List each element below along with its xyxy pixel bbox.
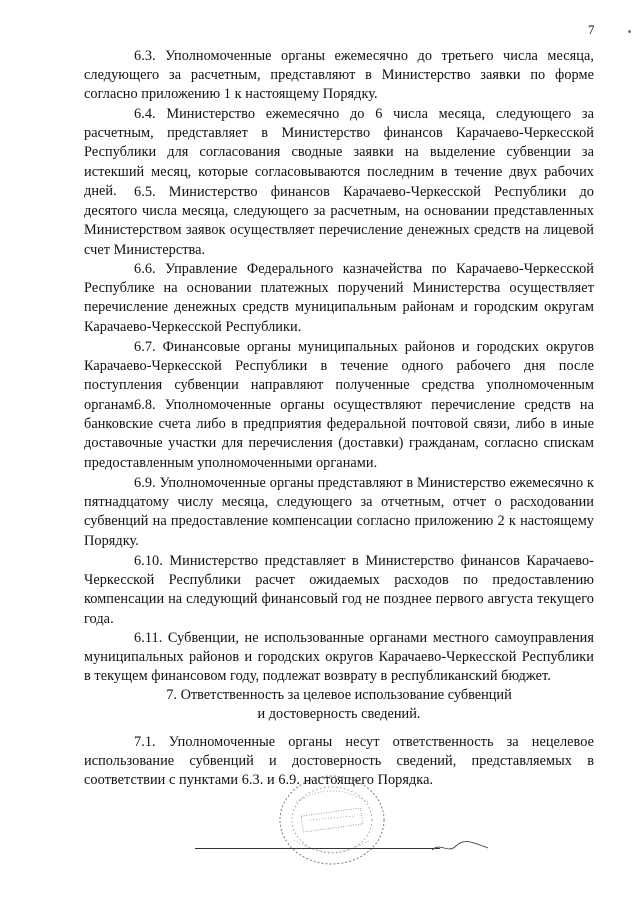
paragraph-6-8: 6.8. Уполномоченные органы осуществляют перечисление средств на банковские счета либо в предприятия федеральной почтовой связи, либо в иные доставочные участки для перечисления (доставки) гражданам, согласно спискам предоставленным уполномоченными органами. (84, 397, 594, 471)
scan-speck (628, 30, 631, 33)
paragraph-6-9: 6.9. Уполномоченные органы представляют в Министерство ежемесячно к пятнадцатому числу месяца, следующего за отчетным, отчет о расходовании субвенций на предоставление компенсации согласно приложению 2 к настоящему Порядку. (84, 475, 594, 549)
paragraph-6-11: 6.11. Субвенции, не использованные органами местного самоуправления муниципальных районов и городских округов Карачаево-Черкесской Республики в текущем финансовом году, подлежат возврату в республиканский бюджет. (84, 630, 594, 685)
paragraph-6-4: 6.4. Министерство ежемесячно до 6 числа месяца, следующего за расчетным, представляет в Министерство финансов Карачаево-Черкесской Республики для согласования сводные заявки на выделение субвенции за истекший месяц, которые согласовываются последним в течение двух рабочих дней. (84, 106, 594, 199)
official-stamp (276, 772, 388, 868)
paragraph-6-3: 6.3. Уполномоченные органы ежемесячно до третьего числа месяца, следующего за расчетным, представляют в Министерство заявки по форме согласно приложению 1 к настоящему Порядку. (84, 48, 594, 103)
section-7-heading-line-1: 7. Ответственность за целевое использование субвенций (166, 687, 512, 703)
page-number: 7 (588, 22, 595, 37)
section-7-heading-line-2: и достоверность сведений. (257, 706, 421, 722)
signature (430, 838, 490, 856)
paragraph-6-10: 6.10. Министерство представляет в Министерство финансов Карачаево-Черкесской Республики расчет ожидаемых расходов по предоставлению компенсации на следующий финансовый год не позднее первого августа текущего года. (84, 553, 594, 627)
paragraph-7-1: 7.1. Уполномоченные органы несут ответственность за нецелевое использование субвенций и достоверность сведений, представляемых в соответствии с пунктами 6.3. и 6.9. настоящего Порядка. (84, 734, 594, 789)
paragraph-6-6: 6.6. Управление Федерального казначейства по Карачаево-Черкесской Республике на основании платежных поручений Министерства осуществляет перечисление денежных средств муниципальным районам и городским округам Карачаево-Черкесской Республики. (84, 261, 594, 335)
paragraph-6-5: 6.5. Министерство финансов Карачаево-Черкесской Республики до десятого числа месяца, следующего за расчетным, на основании представленных Министерством заявок осуществляет перечисление денежных средств на лицевой счет Министерства. (84, 184, 594, 258)
paragraph-6-7: 6.7. Финансовые органы муниципальных районов и городских округов Карачаево-Черкесской Республики в течение одного рабочего дня после поступления субвенции направляют полученные средства уполномоченным органам. (84, 339, 594, 413)
signature-line (195, 848, 440, 849)
